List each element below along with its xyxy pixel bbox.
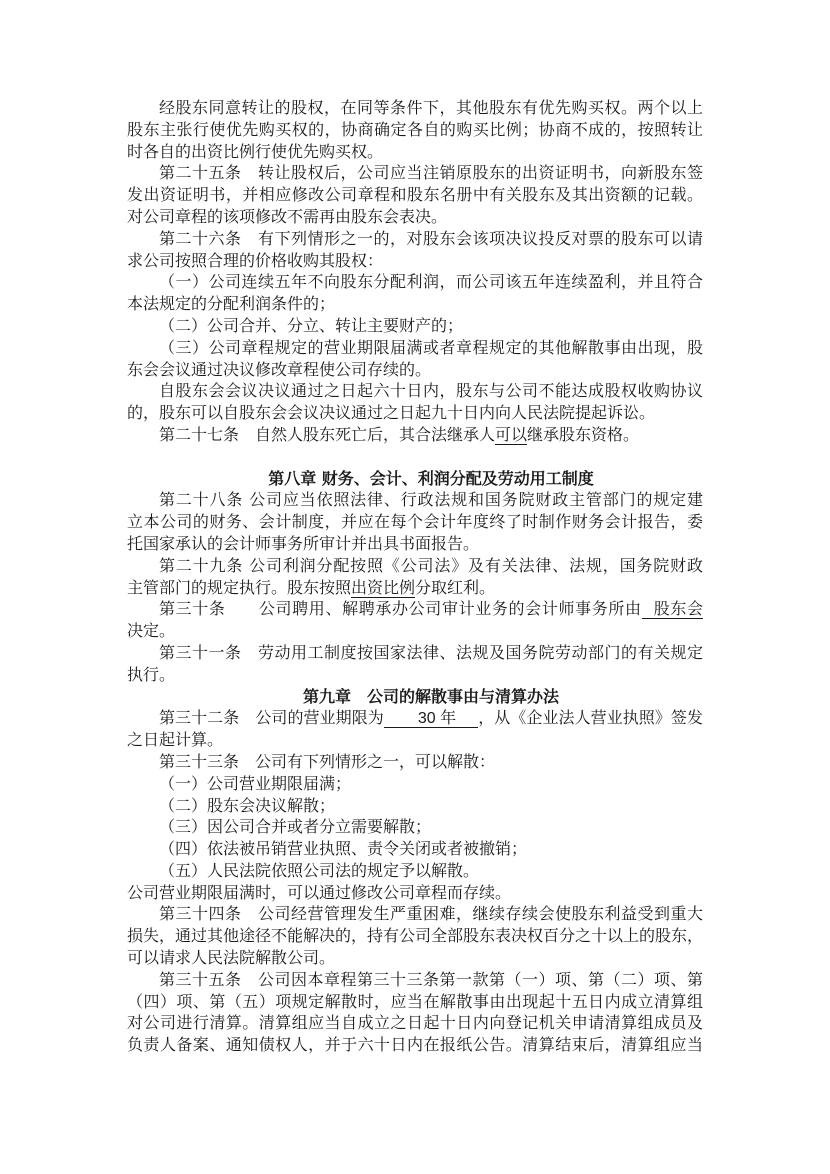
text-line: 第三十三条 公司有下列情形之一，可以解散：: [159, 751, 496, 771]
underlined-term: 30 年: [384, 710, 478, 728]
text-line: 第二十九条 公司利润分配按照《公司法》及有关法律、法规，国务院财政: [159, 555, 703, 575]
text-line: 损失，通过其他途径不能解决的，持有公司全部股东表决权百分之十以上的股东，: [127, 926, 704, 946]
text-line: 第二十六条 有下列情形之一的，对股东会该项决议投反对票的股东可以请: [159, 228, 703, 248]
text-line: 自股东会会议决议通过之日起六十日内，股东与公司不能达成股权收购协议: [159, 381, 703, 401]
text-line: 东会会议通过决议修改章程使公司存续的。: [127, 359, 432, 379]
text-line: 负责人备案、通知债权人，并于六十日内在报纸公告。清算结束后，清算组应当: [127, 1035, 703, 1055]
text-line: 之日起计算。: [127, 730, 224, 750]
text-line: 第二十五条 转让股权后，公司应当注销原股东的出资证明书，向新股东签: [159, 163, 703, 183]
text-line: （二）公司合并、分立、转让主要财产的；: [159, 315, 464, 335]
line-text: 主管部门的规定执行。股东按照: [127, 577, 352, 597]
line-text: 第二十七条 自然人股东死亡后，其合法继承人: [159, 424, 496, 444]
text-line: 经股东同意转让的股权，在同等条件下，其他股东有优先购买权。两个以上: [159, 98, 703, 117]
list-item: （五）人民法院依照公司法的规定予以解散。: [159, 860, 480, 880]
text-line: 立本公司的财务、会计制度，并应在每个会计年度终了时制作财务会计报告，委: [127, 512, 703, 532]
line-text: ，从《企业法人营业执照》签发: [478, 708, 703, 728]
text-line: 第二十八条 公司应当依照法律、行政法规和国务院财政主管部门的规定建: [159, 490, 703, 510]
text-line: 第三十一条 劳动用工制度按国家法律、法规及国务院劳动部门的有关规定: [159, 642, 703, 662]
text-line: 对公司章程的该项修改不需再由股东会表决。: [127, 206, 448, 226]
line-text: 第三十二条 公司的营业期限为: [159, 708, 384, 728]
underlined-term: 出资比例: [351, 577, 416, 597]
list-item: （四）依法被吊销营业执照、责令关闭或者被撤销；: [159, 839, 528, 859]
text-line: 股东主张行使优先购买权的，协商确定各自的购买比例；协商不成的，按照转让: [127, 119, 703, 139]
text-line: [127, 424, 703, 446]
text-line: 本法规定的分配利润条件的；: [127, 294, 336, 314]
document-body: [127, 97, 703, 1056]
line-text: 继承股东资格。: [527, 424, 640, 444]
list-item: （一）公司营业期限届满；: [159, 773, 352, 793]
chapter-title: 第九章 公司的解散事由与清算办法: [302, 686, 559, 706]
list-item: （三）因公司合并或者分立需要解散；: [159, 817, 432, 837]
text-line: 第三十四条 公司经营管理发生严重困难，继续存续会使股东利益受到重大: [159, 904, 703, 924]
line-text: 分取红利。: [415, 577, 496, 597]
text-line: [127, 577, 703, 599]
text-line: 可以请求人民法院解散公司。: [127, 948, 336, 968]
text-line: 托国家承认的会计师事务所审计并出具书面报告。: [127, 533, 480, 553]
text-line: 第三十五条 公司因本章程第三十三条第一款第（一）项、第（二）项、第: [159, 969, 703, 989]
text-line: 执行。: [127, 664, 176, 684]
text-line: [127, 598, 703, 620]
text-line: 求公司按照合理的价格收购其股权：: [127, 250, 384, 270]
chapter-title: 第八章 财务、会计、利润分配及劳动用工制度: [268, 468, 594, 488]
underlined-term: 股东会: [642, 599, 703, 619]
text-line: 对公司进行清算。清算组应当自成立之日起十日内向登记机关申请清算组成员及: [127, 1013, 703, 1033]
text-line: [127, 707, 703, 729]
text-line: （一）公司连续五年不向股东分配利润，而公司该五年连续盈利，并且符合: [159, 272, 703, 292]
line-text: 第三十条 公司聘用、解聘承办公司审计业务的会计师事务所由: [159, 599, 642, 619]
text-line: 公司营业期限届满时，可以通过修改公司章程而存续。: [127, 882, 512, 902]
text-line: （四）项、第（五）项规定解散时，应当在解散事由出现起十五日内成立清算组: [127, 991, 703, 1011]
text-line: 的，股东可以自股东会会议决议通过之日起九十日内向人民法院提起诉讼。: [127, 403, 656, 423]
list-item: （二）股东会决议解散；: [159, 795, 336, 815]
underlined-term: 可以: [495, 424, 528, 444]
text-line: 发出资证明书，并相应修改公司章程和股东名册中有关股东及其出资额的记载。: [127, 185, 703, 205]
text-line: 时各自的出资比例行使优先购买权。: [127, 141, 384, 161]
text-line: 决定。: [127, 621, 176, 641]
text-line: （三）公司章程规定的营业期限届满或者章程规定的其他解散事由出现，股: [159, 337, 703, 357]
blank-line: [127, 446, 703, 468]
